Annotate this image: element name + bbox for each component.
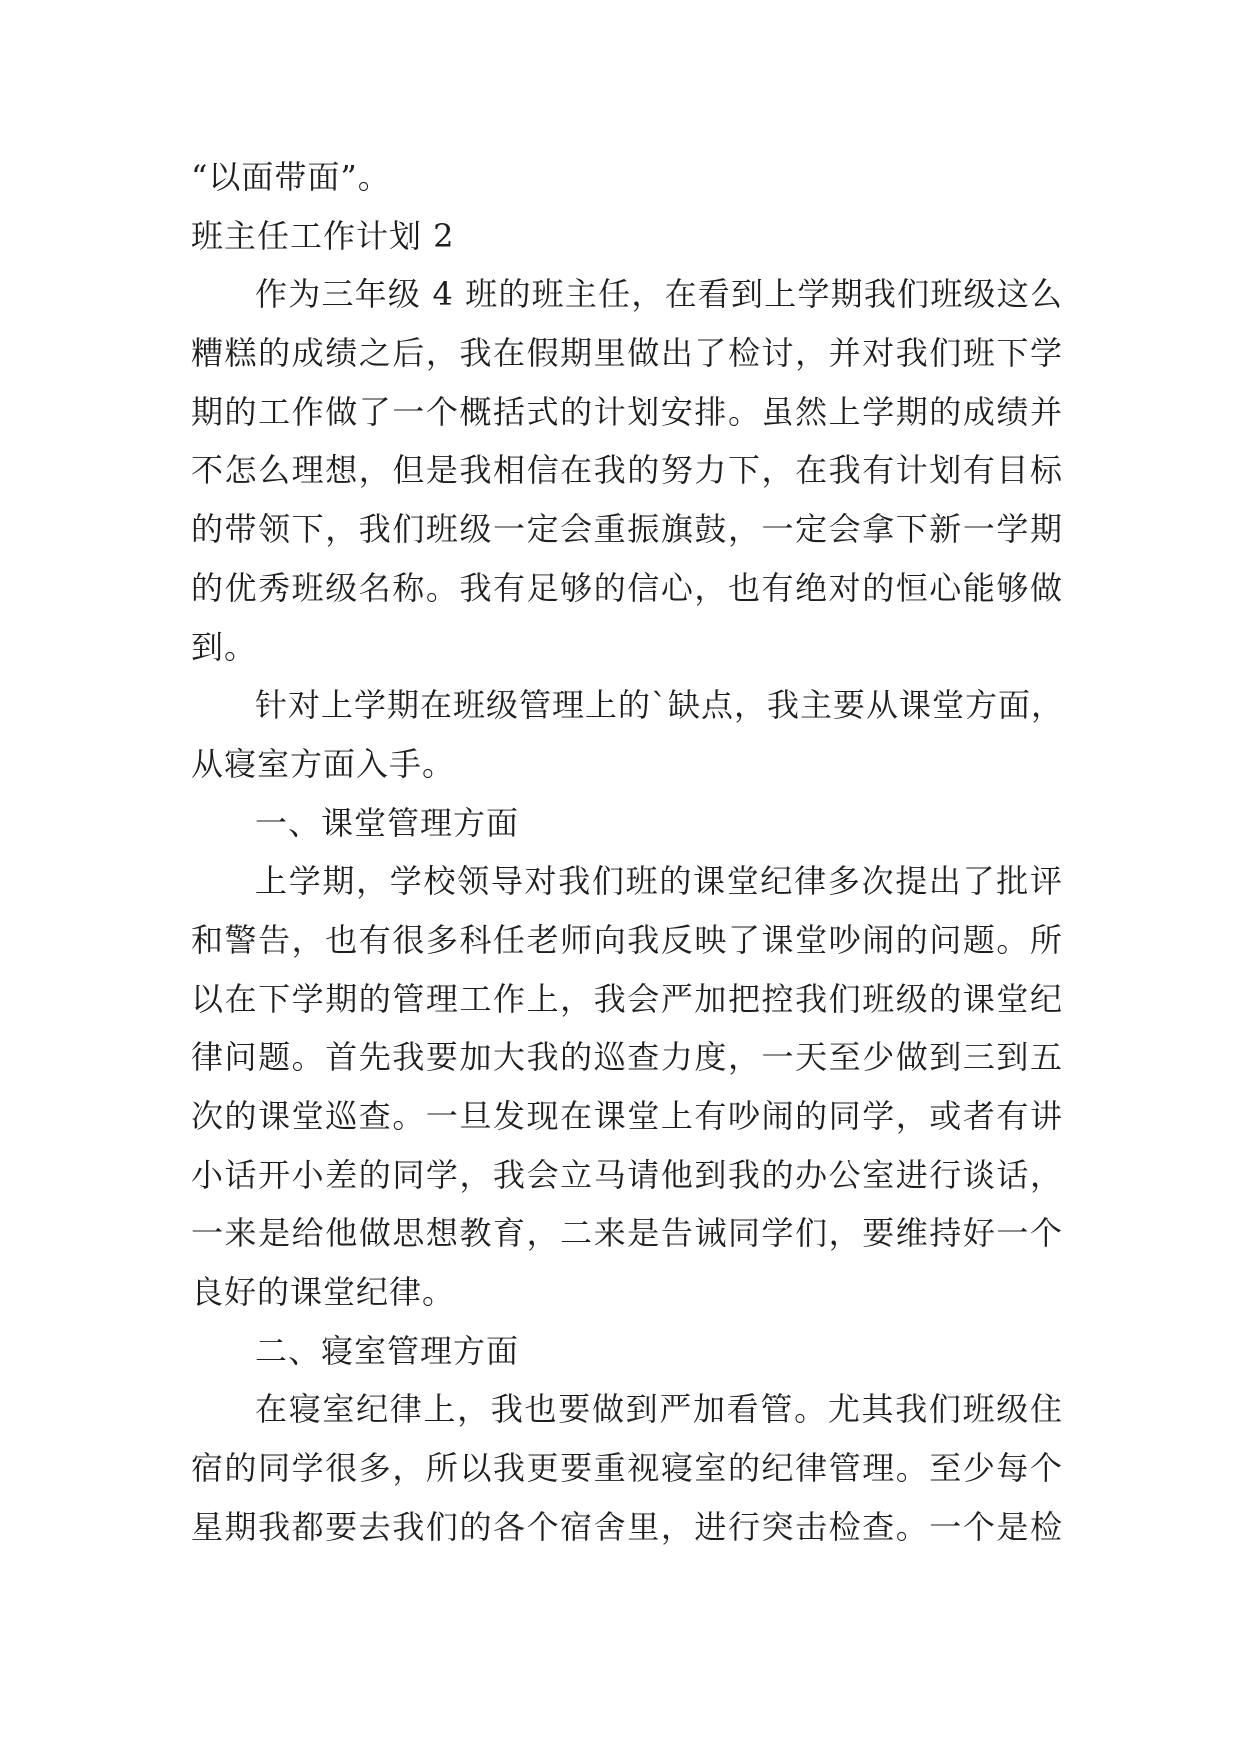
text-line: 的带领下，我们班级一定会重振旗鼓，一定会拿下新一学期 (191, 510, 1063, 549)
text-line: 一来是给他做思想教育，二来是告诫同学们，要维持好一个 (191, 1214, 1063, 1253)
document-body (191, 148, 1063, 1557)
text-line: “以面带面”。 (191, 158, 391, 196)
text-line: 期的工作做了一个概括式的计划安排。虽然上学期的成绩并 (191, 392, 1063, 431)
text-line: 糟糕的成绩之后，我在假期里做出了检讨，并对我们班下学 (191, 334, 1063, 373)
text-line: 以在下学期的管理工作上，我会严加把控我们班级的课堂纪 (191, 979, 1063, 1018)
text-line: 良好的课堂纪律。 (191, 1273, 456, 1312)
text-line: 星期我都要去我们的各个宿舍里，进行突击检查。一个是检 (191, 1507, 1063, 1546)
text-line: 一、课堂管理方面 (255, 803, 520, 842)
text-line: 小话开小差的同学，我会立马请他到我的办公室进行谈话， (191, 1155, 1063, 1194)
text-line: 班主任工作计划 2 (191, 216, 455, 255)
text-line: 从寝室方面入手。 (191, 744, 456, 783)
text-line: 律问题。首先我要加大我的巡查力度，一天至少做到三到五 (191, 1038, 1063, 1077)
text-line: 宿的同学很多，所以我更要重视寝室的纪律管理。至少每个 (191, 1449, 1063, 1488)
text-line: 到。 (191, 627, 258, 666)
text-line: 上学期，学校领导对我们班的课堂纪律多次提出了批评 (255, 862, 1063, 901)
text-line: 不怎么理想，但是我相信在我的努力下，在我有计划有目标 (191, 451, 1063, 490)
text-line: 针对上学期在班级管理上的`缺点，我主要从课堂方面， (255, 686, 1065, 725)
text-line: 二、寝室管理方面 (255, 1331, 520, 1370)
text-line: 的优秀班级名称。我有足够的信心，也有绝对的恒心能够做 (191, 568, 1063, 607)
text-line: 和警告，也有很多科任老师向我反映了课堂吵闹的问题。所 (191, 920, 1063, 959)
text-line: 在寝室纪律上，我也要做到严加看管。尤其我们班级住 (255, 1390, 1063, 1429)
text-line: 作为三年级 4 班的班主任，在看到上学期我们班级这么 (255, 275, 1063, 314)
text-line: 次的课堂巡查。一旦发现在课堂上有吵闹的同学，或者有讲 (191, 1097, 1063, 1135)
